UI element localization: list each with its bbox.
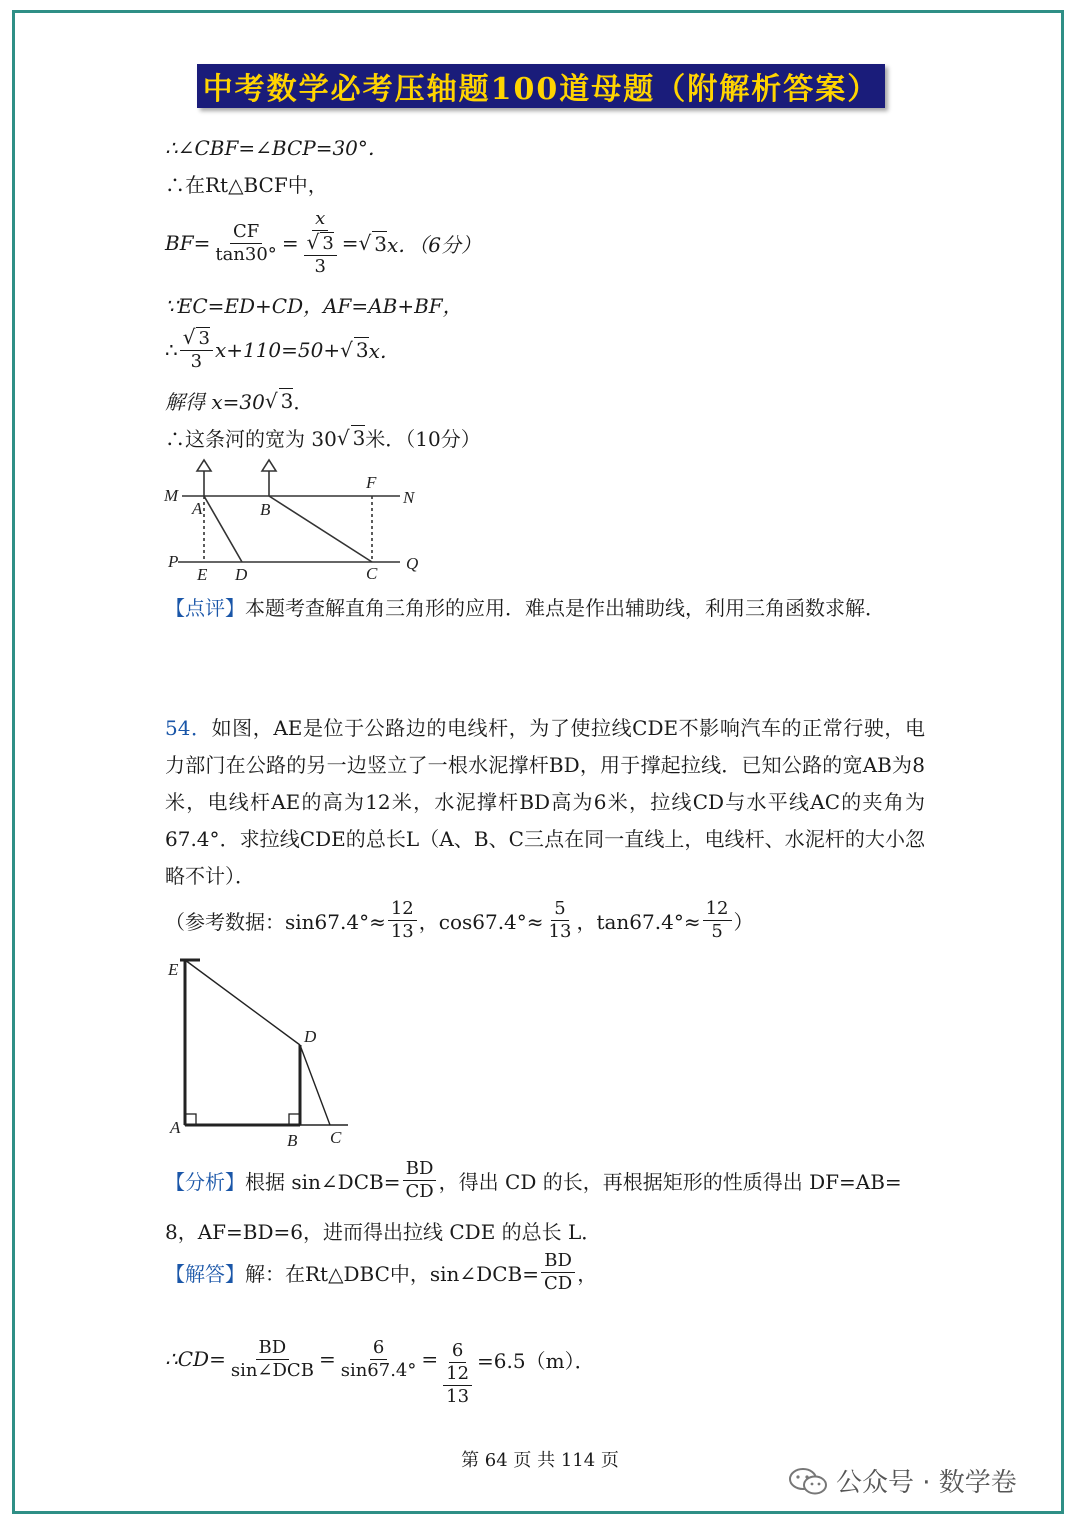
- river-width-text: ∴这条河的宽为 30: [165, 427, 337, 451]
- label-e: E: [197, 565, 208, 584]
- label-d: D: [235, 565, 248, 584]
- label-a: A: [170, 1118, 181, 1137]
- comment-block: [165, 590, 925, 627]
- label-e: E: [168, 960, 179, 979]
- fraction-6-sin674: [338, 1337, 420, 1382]
- solution-line-7: [165, 423, 481, 452]
- arrow-b-icon: [262, 460, 276, 471]
- label-a: A: [192, 499, 203, 518]
- answer-line-2: [165, 1310, 595, 1408]
- arrow-a-icon: [197, 460, 211, 471]
- watermark-text: 公众号 · 数学卷: [836, 1468, 1017, 1498]
- bf-lhs: BF=: [165, 231, 211, 255]
- fraction-denominator: 13: [390, 921, 414, 942]
- comment-tag: 【点评】: [165, 596, 245, 620]
- fraction-denominator: 5: [711, 921, 723, 942]
- reference-data: [165, 898, 754, 943]
- solution-line-3: [165, 208, 481, 278]
- solve-text: 解得 x=30: [165, 390, 265, 414]
- cd-pre: ∴CD=: [165, 1347, 226, 1371]
- fraction-denominator: 13: [548, 921, 572, 942]
- sqrt-radicand: 3: [280, 389, 294, 413]
- fraction-denominator: sin67.4°: [340, 1359, 417, 1381]
- question-number: 54．: [165, 716, 212, 740]
- sqrt-symbol: √: [336, 425, 350, 450]
- analysis-line-2: 8，AF=BD=6，进而得出拉线 CDE 的总长 L．: [165, 1220, 602, 1244]
- fraction-12-13: [388, 898, 417, 943]
- fraction-denominator: tan30°: [215, 243, 277, 265]
- right-angle-a-icon: [185, 1114, 196, 1125]
- solution-line-4: ∵EC=ED+CD，AF=AB+BF，: [165, 294, 463, 318]
- equation-middle: x+110=50+: [214, 337, 341, 362]
- fraction-sqrt3-over-3: $\frac{√ 3}{3}$: [180, 326, 213, 373]
- label-c: C: [366, 564, 378, 583]
- equals-sign: =: [318, 1347, 336, 1371]
- ref-close: ）: [733, 910, 754, 934]
- fraction-bd-cd: [541, 1250, 575, 1295]
- river-width-tail: 米．（10分）: [365, 427, 481, 451]
- sqrt-radicand: 3: [374, 231, 388, 256]
- label-p: P: [168, 552, 179, 571]
- label-m: M: [164, 486, 179, 505]
- page-title: 中考数学必考压轴题100道母题（附解析答案）: [197, 64, 885, 108]
- bf-tail: x．（6分）: [387, 232, 482, 257]
- fraction-numerator: 12: [703, 898, 732, 921]
- question-text: 如图，AE是位于公路边的电线杆，为了使拉线CDE不影响汽车的正常行驶，电力部门在公路的另一边竖立了一根水泥撑杆BD，用于撑起拉线．已知公路的宽AB为8米，电线杆AE的高为12米，水泥撑杆BD高为6米，拉线CD与水平线AC的夹角为67.4°．求拉线CDE的总长L（A、B、C三点在同一直线上，电线杆、水泥杆的大小忽略不计）．: [165, 716, 926, 888]
- segment-bc: [269, 496, 372, 562]
- fraction-numerator: 12: [388, 898, 417, 921]
- fraction-denominator: [440, 1363, 475, 1408]
- answer-pre: 解：在Rt△DBC中，sin∠DCB=: [245, 1262, 539, 1286]
- segment-ad: [204, 496, 242, 562]
- fraction-12-5: [703, 898, 732, 943]
- wechat-icon: [788, 1466, 828, 1496]
- sqrt-radicand: 3: [198, 328, 210, 349]
- cable-dc: [300, 1045, 330, 1125]
- fraction-numerator: 5: [551, 898, 568, 921]
- analysis-post: ，得出 CD 的长，再根据矩形的性质得出 DF=AB=: [438, 1170, 902, 1194]
- sqrt-radicand: 3: [355, 338, 369, 362]
- fraction-numerator-inner: 12: [443, 1363, 472, 1386]
- cd-result: =6.5（m）．: [477, 1348, 595, 1373]
- label-n: N: [403, 488, 415, 507]
- ref-cos: ，cos67.4°≈: [418, 910, 544, 934]
- solution-line-1: ∴∠CBF=∠BCP=30°．: [165, 136, 388, 160]
- page-number: 第 64 页 共 114 页: [461, 1450, 619, 1471]
- fraction-numerator: 6: [449, 1340, 466, 1363]
- fraction-bd-cd: [402, 1158, 436, 1203]
- equation-tail: x．: [368, 339, 400, 363]
- period: ．: [293, 390, 314, 414]
- ref-pre: （参考数据：sin67.4°≈: [165, 910, 386, 934]
- fraction-denominator: $\frac{√ 3}{3}$: [301, 231, 340, 278]
- fraction-numerator: x: [312, 208, 328, 231]
- sqrt-symbol: √: [358, 231, 372, 255]
- equals-sign: =: [341, 231, 359, 255]
- equals-sign: =: [281, 231, 299, 255]
- therefore-symbol: ∴: [165, 337, 178, 362]
- label-b: B: [287, 1131, 298, 1150]
- sqrt-radicand: 3: [352, 426, 366, 450]
- label-q: Q: [406, 554, 419, 573]
- analysis-tag: 【分析】: [165, 1170, 245, 1194]
- analysis-line-1: [165, 1158, 902, 1203]
- label-c: C: [330, 1128, 342, 1147]
- question-54: [165, 710, 925, 895]
- sqrt-radicand: 3: [322, 233, 334, 254]
- comment-text: 本题考查解直角三角形的应用．难点是作出辅助线，利用三角函数求解．: [245, 596, 885, 620]
- watermark: [788, 1462, 1017, 1499]
- label-d: D: [304, 1027, 317, 1046]
- label-b: B: [260, 500, 271, 519]
- fraction-denominator-inner: 13: [446, 1386, 470, 1407]
- river-figure: [160, 455, 430, 585]
- sqrt-symbol: √: [340, 337, 353, 362]
- fraction-numerator: BD: [256, 1337, 290, 1360]
- fraction-6-over-12-13: [440, 1340, 475, 1408]
- analysis-pre: 根据 sin∠DCB=: [245, 1170, 401, 1194]
- fraction-denominator: CD: [543, 1273, 573, 1294]
- cable-ed: [185, 960, 300, 1045]
- label-f: F: [366, 473, 377, 492]
- solution-line-5: [165, 326, 400, 373]
- fraction-denominator: sin∠DCB: [230, 1359, 314, 1381]
- solution-line-2: ∴在Rt△BCF中，: [165, 173, 328, 197]
- fraction-denominator: 3: [190, 351, 203, 372]
- fraction-5-13: [546, 898, 575, 943]
- fraction-numerator: BD: [403, 1158, 437, 1181]
- answer-tail: ，: [577, 1262, 598, 1286]
- fraction-numerator: CF: [230, 221, 262, 244]
- ref-tan: ，tan67.4°≈: [576, 910, 701, 934]
- answer-line-1: [165, 1250, 597, 1295]
- fraction-bd-sin: [228, 1337, 317, 1382]
- fraction-denominator: CD: [405, 1181, 434, 1202]
- right-angle-b-icon: [289, 1114, 300, 1125]
- fraction-denominator-inner: 3: [314, 256, 326, 277]
- fraction-cf-tan30: [212, 221, 279, 266]
- fraction-numerator: 6: [370, 1337, 387, 1360]
- sqrt-symbol: √: [264, 388, 278, 413]
- answer-tag: 【解答】: [165, 1262, 245, 1286]
- fraction-numerator: BD: [541, 1250, 575, 1273]
- pole-cable-figure: [160, 950, 360, 1150]
- fraction-x-sqrt3-over-3: [301, 208, 340, 278]
- equals-sign: =: [421, 1347, 439, 1371]
- solution-line-6: [165, 386, 313, 415]
